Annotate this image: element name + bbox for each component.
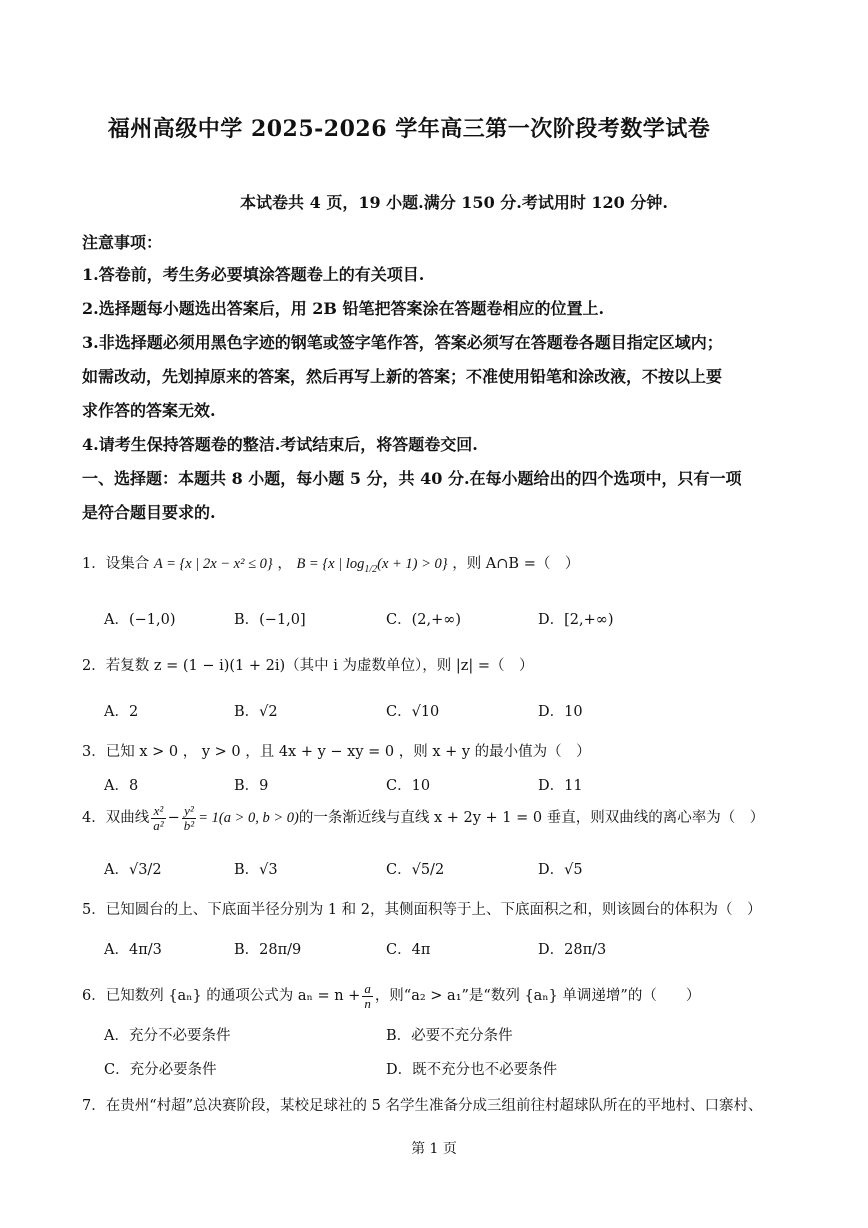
q6-option-c: C．充分必要条件 [104, 1062, 217, 1078]
q3-option-a: A．8 [104, 778, 139, 794]
q4-option-d: D．√5 [538, 862, 583, 878]
q1-option-d: D．[2,+∞) [538, 612, 614, 628]
question-4: 4．双曲线 $\frac{\text{x²}}{\text{a²}}$ − $\frac{\text{y²}}{\text{b²}}$ = 1(a > 0, b > 0)的一条渐近线与直线 x + 2y + 1 = 0 垂直，则双曲线的离心率为（ ） [82, 803, 765, 833]
page-title: 福州高级中学 2025-2026 学年高三第一次阶段考数学试卷 [107, 116, 711, 142]
q5-option-b: B．28π/9 [234, 942, 302, 958]
q4-frac-y-num: y² [182, 804, 196, 819]
q1-set-a: A = {x | 2x − x² ≤ 0} [153, 556, 273, 572]
q2-option-c: C．√10 [386, 704, 440, 720]
q1-prefix: 1．设集合 [82, 556, 150, 572]
q4-option-b: B．√3 [234, 862, 278, 878]
q6-suffix: ，则“a₂ > a₁”是“数列 {aₙ} 单调递增”的（ ） [374, 988, 701, 1005]
notice-item: 求作答的答案无效. [82, 401, 216, 420]
exam-info: 本试卷共 4 页，19 小题.满分 150 分.考试用时 120 分钟. [240, 193, 668, 212]
question-3: 3．已知 x > 0 ， y > 0 ，且 4x + y − xy = 0 ，则 x + y 的最小值为（ ） [82, 744, 591, 760]
q3-option-d: D．11 [538, 778, 583, 794]
q3-option-b: B．9 [234, 778, 269, 794]
q4-frac-y [182, 804, 196, 832]
question-5: 5．已知圆台的上、下底面半径分别为 1 和 2，其侧面积等于上、下底面积之和，则该圆台的体积为（ ） [82, 902, 762, 918]
notice-heading: 注意事项： [82, 233, 163, 252]
section-heading-cont: 是符合题目要求的. [82, 503, 216, 522]
q4-frac-x-den: a² [153, 817, 164, 833]
q1-suffix: ，则 A∩B =（ ） [452, 556, 580, 572]
q1-log-base: 1/2 [364, 563, 378, 575]
q6-frac-den: n [364, 995, 371, 1011]
q1-option-b: B．(−1,0] [234, 612, 306, 628]
question-7: 7．在贵州“村超”总决赛阶段，某校足球社的 5 名学生准备分成三组前往村超球队所在的平地村、口寨村、 [82, 1098, 763, 1114]
q4-frac-x [151, 804, 165, 832]
question-6 [82, 982, 700, 1010]
q6-option-a: A．充分不必要条件 [104, 1028, 231, 1044]
q6-option-b: B．必要不充分条件 [386, 1028, 513, 1044]
question-2: 2．若复数 z = (1 − i)(1 + 2i)（其中 i 为虚数单位），则 |z| =（ ） [82, 658, 534, 674]
q3-option-c: C．10 [386, 778, 431, 794]
q4-option-c: C．√5/2 [386, 862, 445, 878]
q6-frac-num: a [364, 981, 371, 996]
q1-set-b-pre: B = {x | log [296, 556, 365, 572]
q4-frac-x-num: x² [151, 804, 165, 819]
q6-option-d: D．既不充分也不必要条件 [386, 1062, 558, 1078]
q1-set-b [296, 556, 448, 575]
question-1 [82, 552, 579, 575]
notice-item: 2.选择题每小题选出答案后，用 2B 铅笔把答案涂在答题卷相应的位置上. [82, 299, 605, 318]
notice-item: 如需改动，先划掉原来的答案，然后再写上新的答案；不准使用铅笔和涂改液，不按以上要 [82, 367, 723, 386]
q6-prefix: 6．已知数列 {aₙ} 的通项公式为 aₙ = n + [82, 988, 361, 1005]
q2-option-d: D．10 [538, 704, 583, 720]
q2-option-a: A．2 [104, 704, 139, 720]
q5-option-c: C．4π [386, 942, 431, 958]
q6-frac [362, 982, 373, 1010]
q1-option-c: C．(2,+∞) [386, 612, 461, 628]
q5-option-d: D．28π/3 [538, 942, 607, 958]
q4-frac-y-den: b² [183, 817, 195, 833]
q4-option-a: A．√3/2 [104, 862, 162, 878]
notice-item: 4.请考生保持答题卷的整洁.考试结束后，将答题卷交回. [82, 435, 478, 454]
q5-option-a: A．4π/3 [104, 942, 162, 958]
q4-suffix: 的一条渐近线与直线 x + 2y + 1 = 0 垂直，则双曲线的离心率为（ ） [298, 810, 765, 827]
q4-eq-rest: = 1(a > 0, b > 0) [198, 810, 299, 827]
notice-item: 3.非选择题必须用黑色字迹的钢笔或签字笔作答，答案必须写在答题卷各题目指定区域内； [82, 333, 723, 352]
q1-sep: ， [277, 556, 292, 572]
notice-item: 1.答卷前，考生务必要填涂答题卷上的有关项目. [82, 265, 425, 284]
page-number: 第 1 页 [411, 1141, 457, 1157]
q4-prefix: 4．双曲线 [82, 810, 150, 827]
q2-option-b: B．√2 [234, 704, 278, 720]
q1-option-a: A．(−1,0) [104, 612, 176, 628]
section-heading: 一、选择题：本题共 8 小题，每小题 5 分，共 40 分.在每小题给出的四个选项中，只有一项 [82, 469, 742, 488]
q1-set-b-post: (x + 1) > 0} [377, 556, 448, 572]
